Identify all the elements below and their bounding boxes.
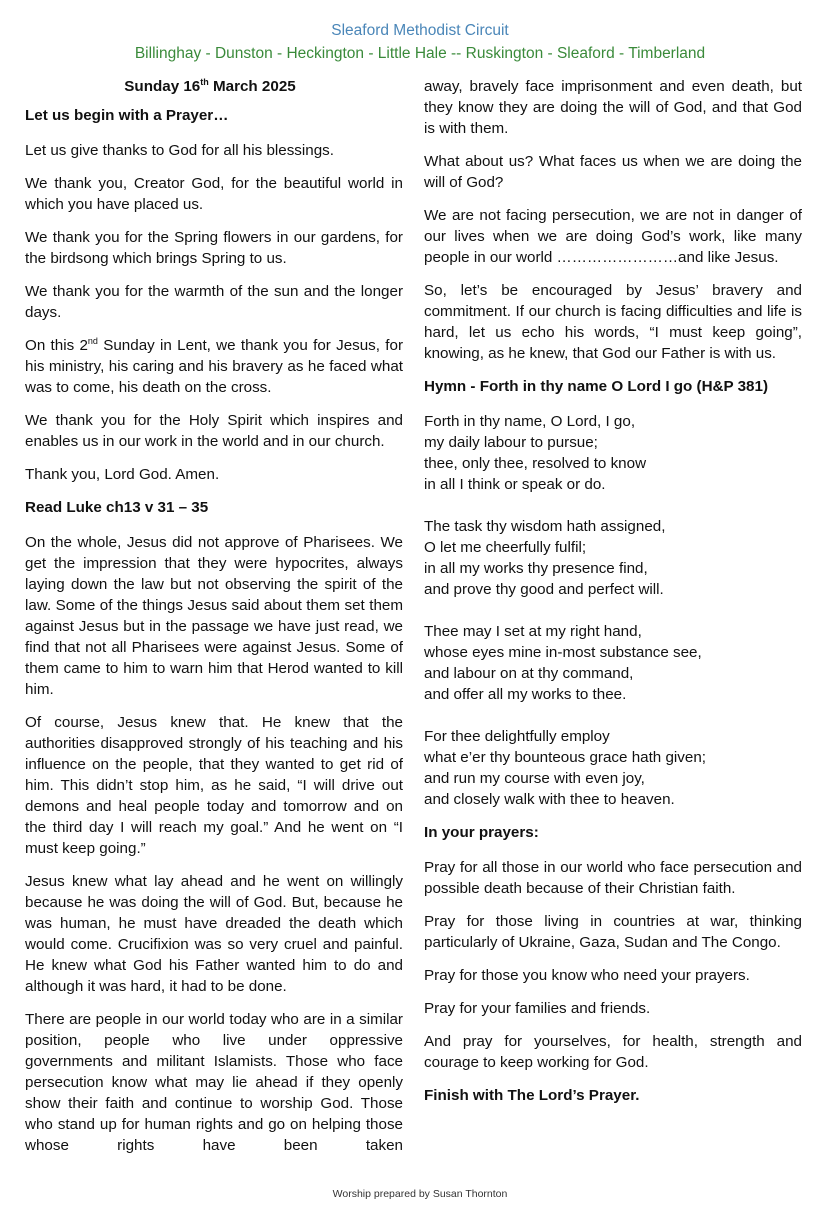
prayer-intention: Pray for those living in countries at war, thinking particularly of Ukraine, Gaza, Sudan and The Congo. — [424, 913, 802, 951]
reading-paragraph: There are people in our world today who are in a similar position, people who live under oppressive governments and militant Islamists. Those who face persecution know what may lie ahead if they openly show their faith and continue to worship God. Those who stand up for human rights and go on helping those whose rights have been taken — [25, 1011, 403, 1154]
hymn-line: in all my works thy presence find, — [424, 560, 648, 577]
circuit-places: Billinghay - Dunston - Heckington - Little Hale -- Ruskington - Sleaford - Timberland — [134, 45, 706, 62]
page-header — [0, 20, 840, 65]
hymn-line: The task thy wisdom hath assigned, — [424, 518, 666, 535]
reading-paragraph: What about us? What faces us when we are doing the will of God? — [424, 153, 802, 191]
hymn-line: For thee delightfully employ — [424, 728, 610, 745]
hymn-verse — [424, 621, 802, 705]
reading-paragraph-continued: away, bravely face imprisonment and even death, but they know they are doing the will of God, and that God is with them. — [424, 78, 802, 137]
hymn-verse — [424, 411, 802, 495]
hymn-line: O let me cheerfully fulfil; — [424, 539, 587, 556]
hymn-line: and closely walk with thee to heaven. — [424, 791, 675, 808]
prayer-paragraph: We thank you for the warmth of the sun and the longer days. — [25, 283, 403, 321]
hymn-line: and run my course with even joy, — [424, 770, 645, 787]
reading-paragraph: Jesus knew what lay ahead and he went on willingly because he was doing the will of God. But, because he was human, he must have dreaded the death which would come. Crucifixion was so very cruel and painful. He knew what God his Father wanted him to do and although it was hard, it had to be done. — [25, 873, 403, 995]
prayer-intention: And pray for yourselves, for health, strength and courage to keep working for God. — [424, 1033, 802, 1071]
prayer-paragraph: Let us give thanks to God for all his blessings. — [25, 142, 334, 159]
closing-instruction: Finish with The Lord’s Prayer. — [424, 1087, 640, 1104]
prayer-paragraph: We thank you for the Spring flowers in our gardens, for the birdsong which brings Spring to us. — [25, 229, 403, 267]
hymn-heading: Hymn - Forth in thy name O Lord I go (H&P 381) — [424, 378, 768, 395]
hymn-verse — [424, 726, 802, 810]
service-date: Sunday 16th March 2025 — [124, 76, 296, 95]
prayer-intention: Pray for all those in our world who face persecution and possible death because of their Christian faith. — [424, 859, 802, 897]
left-column — [25, 76, 403, 1168]
circuit-title: Sleaford Methodist Circuit — [331, 22, 509, 39]
reading-paragraph: Of course, Jesus knew that. He knew that the authorities disapproved strongly of his teaching and his influence on the people, that they wanted to get rid of him. This didn’t stop him, as he said, “I will drive out demons and heal people today and tomorrow and on the third day I will reach my goal.” And he went on “I must keep going.” — [25, 714, 403, 857]
hymn-line: whose eyes mine in-most substance see, — [424, 644, 702, 661]
reading-paragraph: So, let’s be encouraged by Jesus’ bravery and commitment. If our church is facing difficulties and life is hard, let us echo his words, “I must keep going”, knowing, as he knew, that God our Father is with us. — [424, 282, 802, 362]
reading-paragraph: We are not facing persecution, we are not in danger of our lives when we are doing God’s work, like many people in our world ……………………and like Jesus. — [424, 207, 802, 266]
hymn-line: and prove thy good and perfect will. — [424, 581, 664, 598]
prayer-intention: Pray for your families and friends. — [424, 1000, 651, 1017]
prayer-amen: Thank you, Lord God. Amen. — [25, 466, 220, 483]
hymn-line: what e’er thy bounteous grace hath given; — [424, 749, 706, 766]
footer-credit: Worship prepared by Susan Thornton — [332, 1188, 508, 1200]
hymn-line: and offer all my works to thee. — [424, 686, 627, 703]
prayer-intention: Pray for those you know who need your prayers. — [424, 967, 750, 984]
prayer-paragraph: On this 2nd Sunday in Lent, we thank you for Jesus, for his ministry, his caring and his bravery as he faced what was to come, his death on the cross. — [25, 335, 404, 396]
reading-heading: Read Luke ch13 v 31 – 35 — [25, 499, 209, 516]
prayers-heading: In your prayers: — [424, 824, 539, 841]
prayer-paragraph: We thank you, Creator God, for the beautiful world in which you have placed us. — [25, 175, 403, 213]
prayer-heading: Let us begin with a Prayer… — [25, 107, 229, 124]
hymn-line: and labour on at thy command, — [424, 665, 634, 682]
hymn-line: thee, only thee, resolved to know — [424, 455, 647, 472]
reading-paragraph: On the whole, Jesus did not approve of Pharisees. We get the impression that they were hypocrites, always laying down the law but not observing the spirit of the law. Some of the things Jesus said about them set them against Jesus but in the passage we have just read, we find that not all Pharisees were against Jesus. Some of them came to him to warn him that Herod wanted to kill him. — [25, 534, 403, 698]
hymn-line: in all I think or speak or do. — [424, 476, 606, 493]
right-column — [424, 76, 802, 1120]
hymn-verse — [424, 516, 802, 600]
hymn-line: my daily labour to pursue; — [424, 434, 598, 451]
hymn-line: Thee may I set at my right hand, — [424, 623, 642, 640]
prayer-paragraph: We thank you for the Holy Spirit which inspires and enables us in our work in the world and in our church. — [25, 412, 403, 450]
hymn-line: Forth in thy name, O Lord, I go, — [424, 413, 636, 430]
